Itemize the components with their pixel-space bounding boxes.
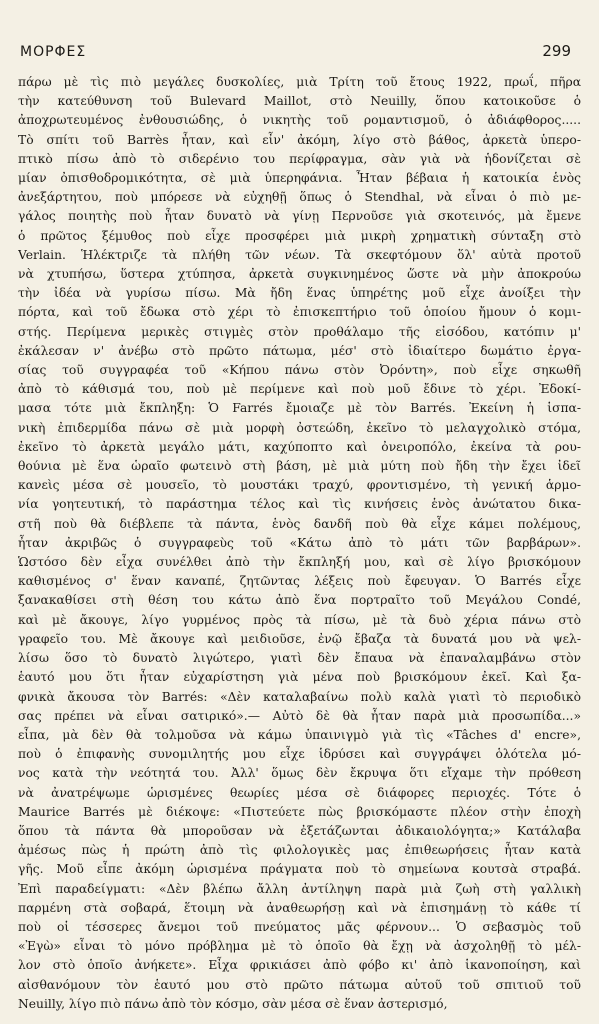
text-line: σας πρέπει νὰ εἶναι σατιρικό».— Αὐτὸ δὲ θὰ ἦταν παρὰ μιὰ προσωπίδα...»: [18, 708, 581, 723]
text-line: καὶ μὲ ἄκουγε, λίγο γυρμένος πρὸς τὰ πίσω, μὲ τὰ δυὸ χέρια πάνω στὸ: [18, 612, 581, 627]
text-line: μασα τότε μιὰ ἔκπληξη: Ὁ Farrés ἔμοιαζε μὲ τὸν Barrés. Ἐκείνη ἡ ἱσπα-: [18, 401, 581, 416]
text-line: πάρω μὲ τὶς πιὸ μεγάλες δυσκολίες, μιὰ Τρίτη τοῦ ἔτους 1922, πρωΐ, πῆρα: [18, 75, 581, 89]
text-line: τὴν ἰδέα νὰ γυρίσω πίσω. Μὰ ἤδη ἕνας ὑπηρέτης μοῦ εἶχε ἀνοίξει τὴν: [18, 286, 581, 301]
text-line: ποὺ οἱ τέσσερες ἄνεμοι τοῦ πνεύματος μᾶς φέρνουν... Ὁ σεβασμὸς τοῦ: [18, 919, 581, 934]
text-line: νία γοητευτική, τὸ παράστημα τέλος καὶ τὶς κινήσεις ἑνὸς ἀνώτατου δικα-: [18, 497, 581, 512]
page-number: 299: [542, 42, 571, 60]
text-line: Τὸ σπίτι τοῦ Barrès ἦταν, καὶ εἶν' ἀκόμη, λίγο στὸ βάθος, ἀρκετὰ ὑπερο-: [18, 132, 581, 147]
text-line: καθισμένος σ' ἕναν καναπέ, ζητῶντας λέξεις ποὺ ἔφευγαν. Ὁ Barrés εἶχε: [18, 574, 581, 589]
text-line: Verlain. Ἡλέκτριζε τὰ πλήθη τῶν νέων. Τὰ σκεφτόμουν ὅλ' αὐτὰ προτοῦ: [18, 247, 581, 262]
text-line: νικὴ ἐπιδερμίδα πάνω σὲ μιὰ μορφὴ ὀστεώδη, ἐκεῖνο τὸ μελαγχολικὸ στόμα,: [18, 420, 581, 435]
text-line: ἦταν ἀκριβῶς ὁ συγγραφεὺς τοῦ «Κάτω ἀπὸ τὸ μάτι τῶν βαρβάρων».: [18, 535, 581, 550]
text-line: ὅπου τὰ πάντα θὰ μποροῦσαν νὰ ἐξετάζωνται ἀδικαιολόγητα;» Κατάλαβα: [18, 823, 581, 838]
text-line: Ὡστόσο δὲν εἶχα συνέλθει ἀπὸ τὴν ἔκπληξή μου, καὶ σὲ λίγο βρισκόμουν: [18, 555, 581, 570]
text-line: γῆς. Μοῦ εἶπε ἀκόμη ὡρισμένα πράγματα ποὺ τὸ σημείωνα κουτσὰ στραβά.: [18, 862, 581, 877]
text-line: Neuilly, λίγο πιὸ πάνω ἀπὸ τὸν κόσμο, σὰν μέσα σὲ ἕναν ἀστερισμό,: [18, 996, 448, 1011]
text-line: «Ἐγὼ» εἶναι τὸ μόνο πρόβλημα μὲ τὸ ὁποῖο θὰ ἔχῃ νὰ ἀσχοληθῇ τὸ μέλ-: [18, 939, 581, 954]
text-line: εἶπα, μὰ δὲν θὰ τολμοῦσα νὰ κάμω ὑπαινιγμὸ γιὰ τὶς «Tâches d' encre»,: [18, 727, 581, 742]
page-header: [20, 42, 571, 60]
text-line: νὰ χτυπήσω, ὕστερα χτύπησα, ἀρκετὰ συγκινημένος ὥστε νὰ μὴν ἀποκρούω: [18, 267, 581, 282]
text-line: λίσω ὅσο τὸ δυνατὸ λιγώτερο, γιατὶ δὲν ἔπαυα νὰ ἐπαναλαμβάνω στὸν: [18, 651, 581, 666]
text-line: ἀνεξάρτητου, ποὺ μπόρεσε νὰ εὐχηθῇ ὅπως ὁ Stendhal, νὰ εἶναι ὁ πιὸ με-: [18, 190, 581, 205]
text-line: νος κατὰ τὴν νεότητά του. Ἀλλ' ὅμως δὲν ἔκρυψα ὅτι εἴχαμε τὴν πρόθεση: [18, 766, 581, 781]
text-line: γραφεῖο του. Μὲ ἄκουγε καὶ μειδιοῦσε, ἐνῷ ἔβαζα τὰ δυνατά μου νὰ ψελ-: [18, 631, 581, 646]
text-line: στής. Περίμενα μερικὲς στιγμὲς στὸν προθάλαμο τῆς εἰσόδου, κατόπιν μ': [18, 324, 581, 339]
body-text: [18, 73, 581, 1014]
text-line: Maurice Barrés μὲ διέκοψε: «Πιστεύετε πὼς βρισκόμαστε πλέον στὴν ἐποχὴ: [18, 804, 581, 819]
text-line: λον στὸ ὁποῖο ἀνήκετε». Εἶχα φρικιάσει ἀπὸ φόβο κι' ἀπὸ ἱκανοποίηση, καὶ: [18, 958, 581, 973]
text-line: ἀπὸ τὸ κάθισμά του, ποὺ μὲ περίμενε καὶ ποὺ μοῦ ἔδινε τὸ χέρι. Ἐδοκί-: [18, 382, 581, 397]
text-line: ἀμέσως πὼς ἡ πρώτη ἀπὸ τὶς φιλολογικὲς μας ἐπιθεωρήσεις ἦταν κατὰ: [18, 843, 581, 858]
text-line: κανεὶς μέσα σὲ μουσεῖο, τὸ μουστάκι τραχύ, φροντισμένο, τὴ γενική ἁρμο-: [18, 478, 581, 493]
text-line: ξανακαθίσει στὴ θέση του κάτω ἀπὸ ἕνα πορτραῖτο τοῦ Μεγάλου Condé,: [18, 593, 581, 608]
text-line: θούνια μὲ ἕνα ὡραῖο φωτεινὸ στὴ βάση, μὲ μιὰ μύτη ποὺ ἤδη τὴν ἔχει ἰδεῖ: [18, 459, 581, 474]
text-line: παρμένη στὰ σοβαρά, ἕτοιμη νὰ ἀναθεωρήσῃ καὶ νὰ ἐπισημάνῃ τὸ κάθε τί: [18, 900, 581, 915]
text-line: στῆ ποὺ θὰ διέβλεπε τὰ πάντα, ἑνὸς δανδῆ ποὺ θὰ εἶχε κάμει πολέμους,: [18, 516, 581, 531]
text-line: ἀποχρωτευμένος ἐνθουσιώδης, ὁ νικητὴς τοῦ ρομαντισμοῦ, ὁ ἀδιάφθορος.....: [18, 113, 581, 128]
running-head: ΜΟΡΦΕΣ: [20, 44, 87, 60]
text-line: τὴν κατεύθυνση τοῦ Bulevard Maillot, στὸ Neuilly, ὅπου κατοικοῦσε ὁ: [18, 94, 581, 109]
text-line: φνικὰ ἄκουσα τὸν Barrés: «Δὲν καταλαβαίνω πολὺ καλὰ γιατὶ τὸ περιοδικὸ: [18, 689, 581, 704]
text-line: πόρτα, καὶ τοῦ ἔδωκα στὸ χέρι τὸ ἐπισκεπτήριο τοῦ ὁποίου ἤμουν ὁ κομι-: [18, 305, 581, 320]
text-line: ἑαυτό μου ὅτι ἦταν εὐχαρίστηση γιὰ μένα ποὺ βρισκόμουν ἐκεῖ. Καὶ ξα-: [18, 670, 581, 685]
text-line: αἰσθανόμουν τὸν ἑαυτό μου στὸ πρῶτο πάτωμα αὐτοῦ τοῦ σπιτιοῦ τοῦ: [18, 977, 581, 992]
text-line: ποὺ ὁ ἐπιφανὴς συνομιλητής μου εἶχε ἱδρύσει καὶ συγγράψει ὁλότελα μό-: [18, 747, 581, 762]
text-line: Ἐπὶ παραδείγματι: «Δὲν βλέπω ἄλλη ἀντίληψη παρὰ μιὰ ζωὴ στὴ γαλλικὴ: [18, 881, 581, 896]
text-line: ὁ πρῶτος ξέμυθος ποὺ εἶχε προσφέρει μιὰ μικρὴ χρηματικὴ σύνταξη στὸ: [18, 228, 581, 243]
text-line: νὰ ἀνατρέψωμε ὡρισμένες θεωρίες μέσα σὲ διάφορες περιοχές. Τότε ὁ: [18, 785, 581, 800]
text-line: πτικὸ πίσω ἀπὸ τὸ σιδερένιο του περίφραγμα, σὰν γιὰ νὰ ἡδονίζεται σὲ: [18, 151, 581, 166]
text-line: μίαν ὀπισθοδρομικότητα, σὲ μιὰ ὑπερηφάνια. Ἦταν βέβαια ἡ κατοικία ἑνὸς: [18, 171, 581, 186]
text-line: ἐκεῖνο τὸ ἀρκετὰ μεγάλο μάτι, καχύποπτο καὶ ὀνειροπόλο, ἐκείνα τὰ ρου-: [18, 439, 581, 454]
text-line: γάλος ποιητὴς ποὺ ἦταν δυνατὸ νὰ γίνῃ Περνοῦσε γιὰ σκοτεινός, μὰ ἔμενε: [18, 209, 581, 224]
text-line: σίας τοῦ συγγραφέα τοῦ «Κήπου πάνω στὸν Ὀρόντη», ποὺ εἶχε σηκωθῆ: [18, 363, 581, 378]
text-line: ἐκάλεσαν ν' ἀνέβω στὸ πρῶτο πάτωμα, μέσ' στὸ ἰδιαίτερο δωμάτιο ἐργα-: [18, 343, 581, 358]
